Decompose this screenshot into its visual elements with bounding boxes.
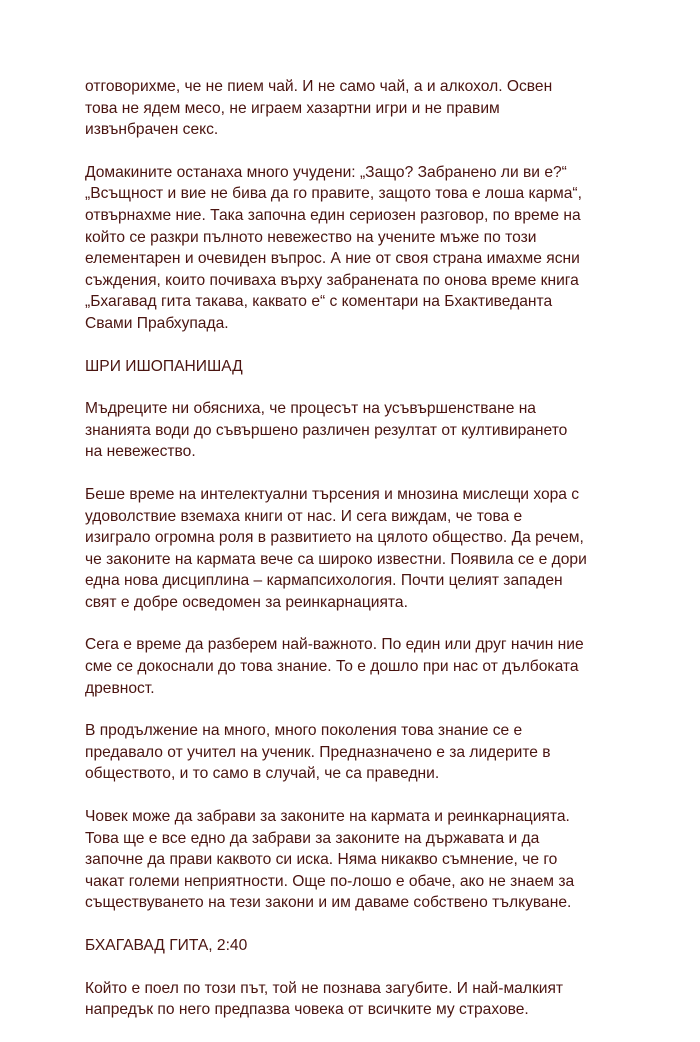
paragraph-no-losses: Който е поел по този път, той не познава загубите. И най-малкият напредък по него предпазва човека от всичките му страхове.: [85, 979, 564, 1019]
paragraph-hosts-surprised: Домакините останаха много учудени: „Защо? Забранено ли ви е?“ „Всъщност и вие не бива да го правите, защото това е лоша карма“, отвърнахме ние. Така започна един сериозен разговор, по време на който се разкри пълното невежество на учените мъже по този елементарен и очевиден въпрос. А ние от своя страна имахме ясни съждения, които почиваха върху забранената по онова време книга „Бхагавад гита такава, каквато е“ с коментари на Бхактиведанта Свами Прабхупада.: [85, 163, 582, 332]
paragraph-sages-explained: Мъдреците ни обясниха, че процесът на усъвършенстване на знанията води до съвършено различен резултат от култивирането на невежество.: [85, 400, 568, 461]
document-page: [85, 76, 625, 1042]
paragraph-most-important: Сега е време да разберем най-важното. По един или друг начин ние сме се докоснали до това знание. То е дошло при нас от дълбоката древност.: [85, 636, 584, 697]
section-heading-bhagavad-gita: БХАГАВАД ГИТА, 2:40: [85, 937, 248, 954]
section-heading-sri-isopanisad: ШРИ ИШОПАНИШАД: [85, 357, 243, 375]
paragraph-generations: В продължение на много, много поколения това знание се е предавало от учител на ученик. Предназначено е за лидерите в обществото, и то само в случай, че са праведни.: [85, 722, 551, 783]
paragraph-intellectual-search: Беше време на интелектуални търсения и мнозина мислещи хора с удоволствие вземаха книги от нас. И сега виждам, че това е изиграло огромна роля в развитието на цялото общество. Да речем, че законите на кармата вече са широко известни. Появила се е дори една нова дисциплина – кармапсихология. Почти целият западен свят е добре осведомен за реинкарнацията.: [85, 485, 587, 611]
paragraph-continuation: отговорихме, че не пием чай. И не само чай, а и алкохол. Освен това не ядем месо, не играем хазартни игри и не правим извънбрачен секс.: [85, 78, 553, 139]
paragraph-laws-of-karma: Човек може да забрави за законите на кармата и реинкарнацията. Това ще е все едно да забрави за законите на държавата и да започне да прави каквото си иска. Няма никакво съмнение, че го чакат големи неприятности. Още по-лошо е обаче, ако не знаем за съществуването на тези закони и им даваме собствено тълкуване.: [85, 808, 575, 912]
